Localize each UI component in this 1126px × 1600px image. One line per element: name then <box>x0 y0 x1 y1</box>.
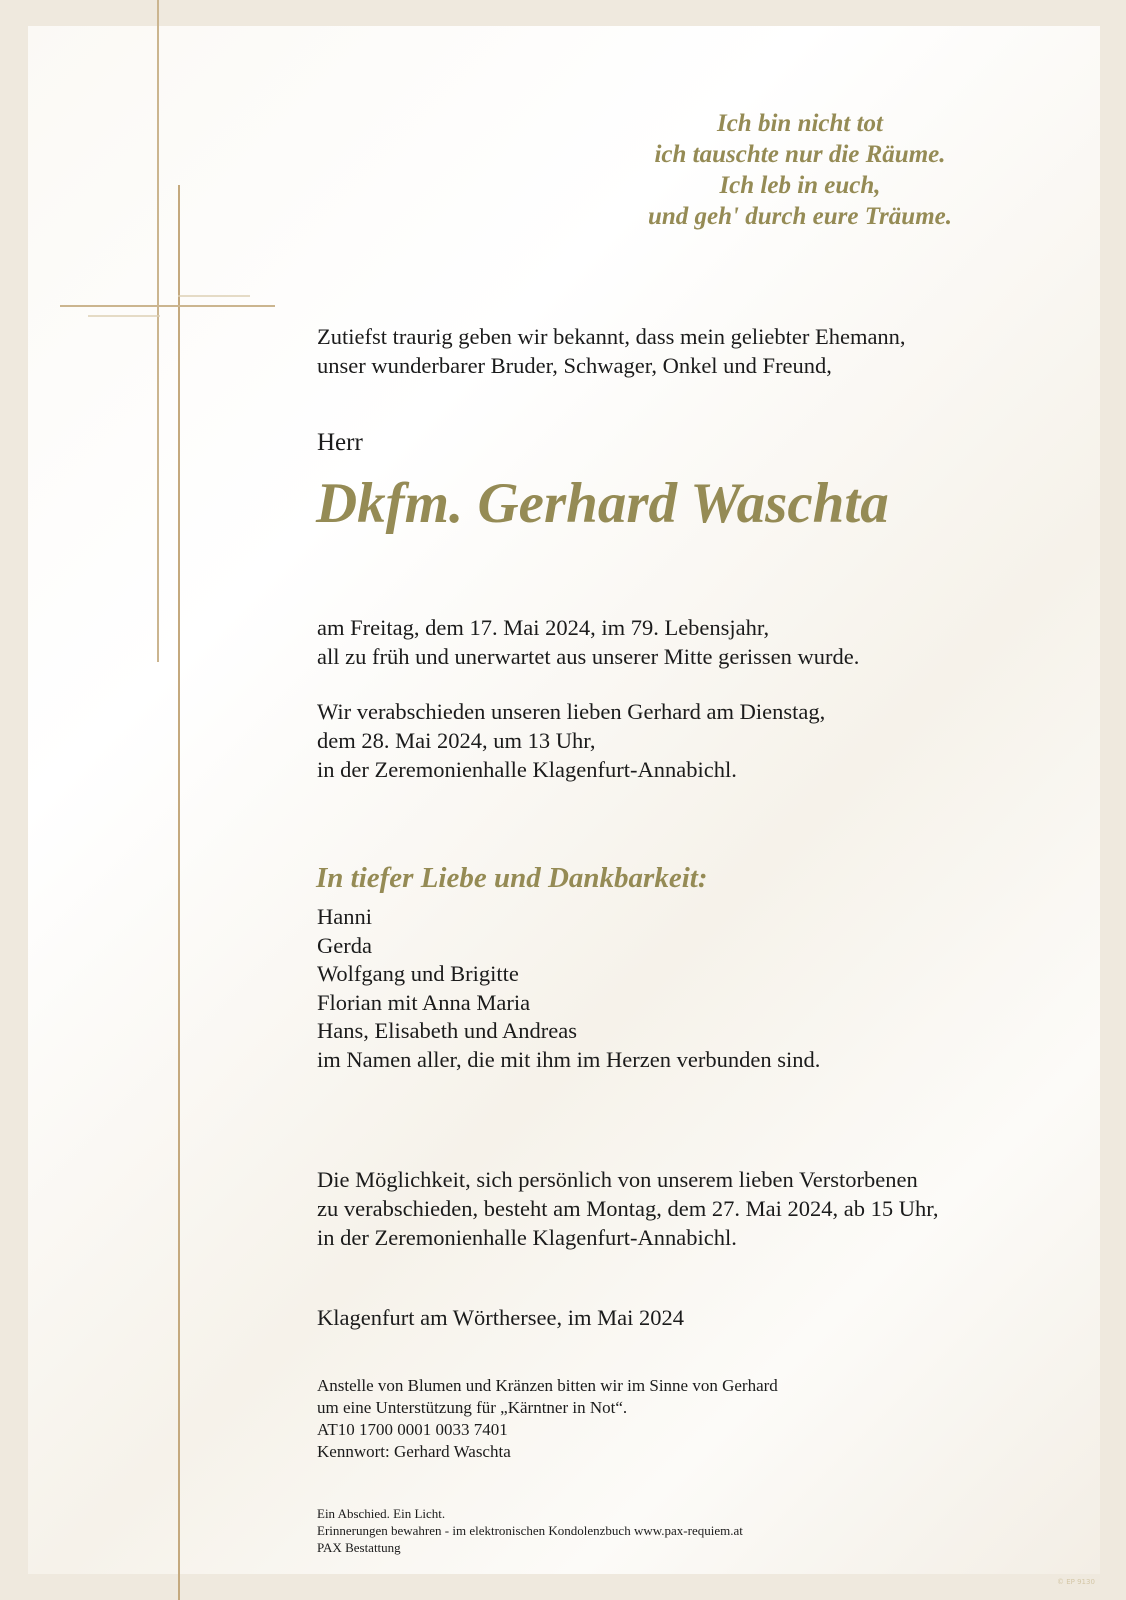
template-code: © EP 9130 <box>1057 1578 1095 1586</box>
farewell-line: dem 28. Mai 2024, um 13 Uhr, <box>317 728 596 753</box>
intro-paragraph <box>317 322 906 380</box>
footer-line: Erinnerungen bewahren - im elektronischen Kondolenzbuch www.pax-requiem.at <box>317 1523 743 1538</box>
death-notice-line: all zu früh und unerwartet aus unserer Mitte gerissen wurde. <box>317 644 860 669</box>
motto-line: Ich bin nicht tot <box>716 110 883 137</box>
mourner-item: Gerda <box>317 932 372 958</box>
mourner-item: Florian mit Anna Maria <box>317 989 531 1015</box>
farewell-paragraph <box>317 697 825 784</box>
motto-line: und geh' durch eure Träume. <box>648 203 952 230</box>
intro-line: Zutiefst traurig geben wir bekannt, dass mein geliebter Ehemann, <box>317 324 906 349</box>
mourner-item: Hans, Elisabeth und Andreas <box>317 1018 577 1044</box>
viewing-paragraph <box>317 1165 938 1252</box>
mourner-item: Hanni <box>317 904 372 929</box>
intro-line: unser wunderbarer Bruder, Schwager, Onkel und Freund, <box>317 353 832 378</box>
footer <box>317 1505 743 1556</box>
footer-line: Ein Abschied. Ein Licht. <box>317 1506 446 1521</box>
motto-poem <box>560 108 1040 232</box>
viewing-line: in der Zeremonienhalle Klagenfurt-Annabichl. <box>317 1225 737 1250</box>
mourner-item: Wolfgang und Brigitte <box>317 961 519 987</box>
farewell-line: Wir verabschieden unseren lieben Gerhard am Dienstag, <box>317 699 826 724</box>
salutation: Herr <box>317 429 363 456</box>
mourners-heading: In tiefer Liebe und Dankbarkeit: <box>316 862 708 894</box>
deceased-name: Dkfm. Gerhard Waschta <box>316 472 889 535</box>
viewing-line: Die Möglichkeit, sich persönlich von unserem lieben Verstorbenen <box>317 1167 918 1192</box>
mourners-list <box>317 903 820 1075</box>
donation-iban: AT10 1700 0001 0033 7401 <box>317 1420 508 1439</box>
donation-line: Anstelle von Blumen und Kränzen bitten wir im Sinne von Gerhard <box>317 1376 778 1395</box>
motto-line: ich tauschte nur die Räume. <box>654 141 946 168</box>
footer-line: PAX Bestattung <box>317 1540 401 1555</box>
place-date: Klagenfurt am Wörthersee, im Mai 2024 <box>317 1305 684 1330</box>
donation-paragraph <box>317 1375 778 1463</box>
death-notice-line: am Freitag, dem 17. Mai 2024, im 79. Lebensjahr, <box>317 615 770 640</box>
viewing-line: zu verabschieden, besteht am Montag, dem 27. Mai 2024, ab 15 Uhr, <box>317 1196 939 1221</box>
donation-line: um eine Unterstützung für „Kärntner in Not“. <box>317 1398 628 1417</box>
donation-keyword: Kennwort: Gerhard Waschta <box>317 1442 511 1461</box>
farewell-line: in der Zeremonienhalle Klagenfurt-Annabichl. <box>317 757 737 782</box>
cross-icon <box>0 0 300 1600</box>
mourner-item: im Namen aller, die mit ihm im Herzen verbunden sind. <box>317 1046 821 1072</box>
death-notice-paragraph <box>317 613 859 671</box>
motto-line: Ich leb in euch, <box>719 172 881 199</box>
